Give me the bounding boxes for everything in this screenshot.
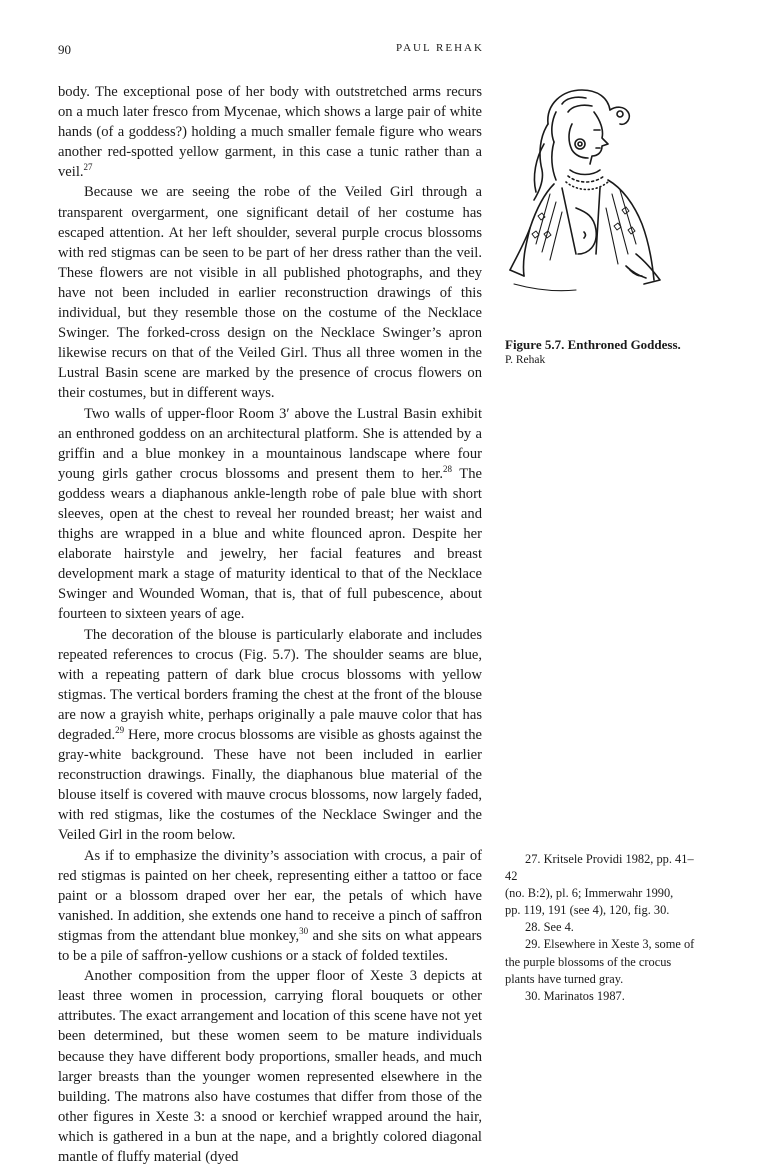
footnote-29	[505, 936, 695, 987]
footnote-line: the purple blossoms of the crocus	[505, 954, 672, 969]
paragraph	[58, 846, 482, 967]
paragraph-text: The goddess wears a diaphanous ankle-length robe of pale blue with short sleeves, open at the chest to reveal her rounded breast; her waist and thighs are wrapped in a blue and white flounced apron. Despite her elaborate hairstyle and jewelry, her facial features and breast development mark a stage of maturity identical to that of the Necklace Swinger and Wounded Woman, that is, that of full pubescence, about fourteen to sixteen years of age.	[58, 465, 482, 623]
footnote-ref: 30	[299, 926, 309, 937]
paragraph-text: Another composition from the upper floor of Xeste 3 depicts at least three women in procession, carrying floral bouquets or other attributes. The exact arrangement and location of this scene have not yet been determined, but these women seem to be mature individuals because they have different body proportions, smaller heads, and much larger breasts than the younger women represented elsewhere in the building. The matrons also have costumes that differ from those of the other figures in Xeste 3: a snood or kerchief wrapped around the hair, which is gathered in a bun at the nape, and a brightly colored diagonal mantle of fluffy material (dyed	[58, 968, 482, 1165]
paragraph	[58, 82, 482, 182]
page-number: 90	[58, 42, 71, 57]
figure-enthroned-goddess	[496, 84, 676, 324]
paragraph	[58, 966, 482, 1167]
figure-caption-title: Figure 5.7. Enthroned Goddess.	[505, 337, 681, 352]
paragraph	[58, 404, 482, 625]
footnote-ref: 29	[115, 725, 125, 736]
footnote-line: (no. B:2), pl. 6; Immerwahr 1990,	[505, 886, 674, 901]
paragraph	[58, 182, 482, 403]
goddess-line-drawing	[496, 84, 676, 324]
paragraph-text: Here, more crocus blossoms are visible as ghosts against the gray-white background. These have not been included in earlier reconstruction drawings. Finally, the diaphanous blue material of the blouse itself is covered with mauve crocus blossoms, now largely faded, with red stigmas, like the costumes of the Necklace Swinger and the Veiled Girl in the room below.	[58, 727, 482, 844]
paragraph-text: body. The exceptional pose of her body with outstretched arms recurs on a much later fresco from Mycenae, which shows a large pair of white hands (of a goddess?) holding a much smaller female figure who wears another red-spotted yellow garment, in this case a tunic rather than a veil.	[58, 84, 482, 181]
footnote-line: plants have turned gray.	[505, 971, 624, 986]
paragraph-text: Two walls of upper-floor Room 3′ above the Lustral Basin exhibit an enthroned goddess on an architectural platform. She is attended by a griffin and a blue monkey in a mountainous landscape where four young girls gather crocus blossoms and present them to her.	[58, 405, 482, 482]
footnote-ref: 28	[442, 463, 452, 474]
footnote-30	[505, 988, 695, 1005]
body-text-column	[58, 82, 482, 1167]
figure-caption-credit: P. Rehak	[505, 354, 546, 366]
paragraph-text: The decoration of the blouse is particularly elaborate and includes repeated references to crocus (Fig. 5.7). The shoulder seams are blue, with a repeating pattern of dark blue crocus blossoms with yellow stigmas. The vertical borders framing the chest at the front of the blouse are now a grayish white, perhaps originally a pale mauve color that has degraded.	[58, 626, 482, 743]
footnote-28	[505, 919, 695, 936]
paragraph	[58, 625, 482, 846]
footnote-line: pp. 119, 191 (see 4), 120, fig. 30.	[505, 903, 670, 918]
footnote-ref: 27	[83, 162, 93, 173]
footnote-line: 30. Marinatos 1987.	[525, 988, 625, 1003]
running-head: PAUL REHAK	[396, 42, 484, 54]
paragraph-text: and she sits on what appears to be a pile of saffron-yellow cushions or a stack of folded textiles.	[58, 927, 482, 965]
footnote-line: 28. See 4.	[525, 920, 574, 935]
footnote-line: 29. Elsewhere in Xeste 3, some of	[525, 937, 695, 952]
footnote-line: 27. Kritsele Providi 1982, pp. 41–42	[505, 852, 694, 884]
paragraph-text: As if to emphasize the divinity’s association with crocus, a pair of red stigmas is painted on her cheek, representing either a tattoo or face paint or a blossom draped over her ear, the petals of which have vanished. In addition, she extends one hand to receive a pinch of saffron stigmas from the attendant blue monkey,	[58, 847, 482, 944]
paragraph-text: Because we are seeing the robe of the Veiled Girl through a transparent overgarment, one significant detail of her costume has escaped attention. At her left shoulder, several purple crocus blossoms with red stigmas can be seen to be part of her dress rather than the veil. These flowers are not visible in all published photographs, and they have not been included in earlier reconstruction drawings of this individual, but they resemble those on the costume of the Necklace Swinger. The forked-cross design on the Necklace Swinger’s apron likewise recurs on that of the Veiled Girl. Thus all three women in the Lustral Basin scene are marked by the presence of crocus flowers on their costumes, but in different ways.	[58, 184, 482, 402]
footnote-27	[505, 851, 695, 919]
footnotes	[505, 851, 695, 1005]
